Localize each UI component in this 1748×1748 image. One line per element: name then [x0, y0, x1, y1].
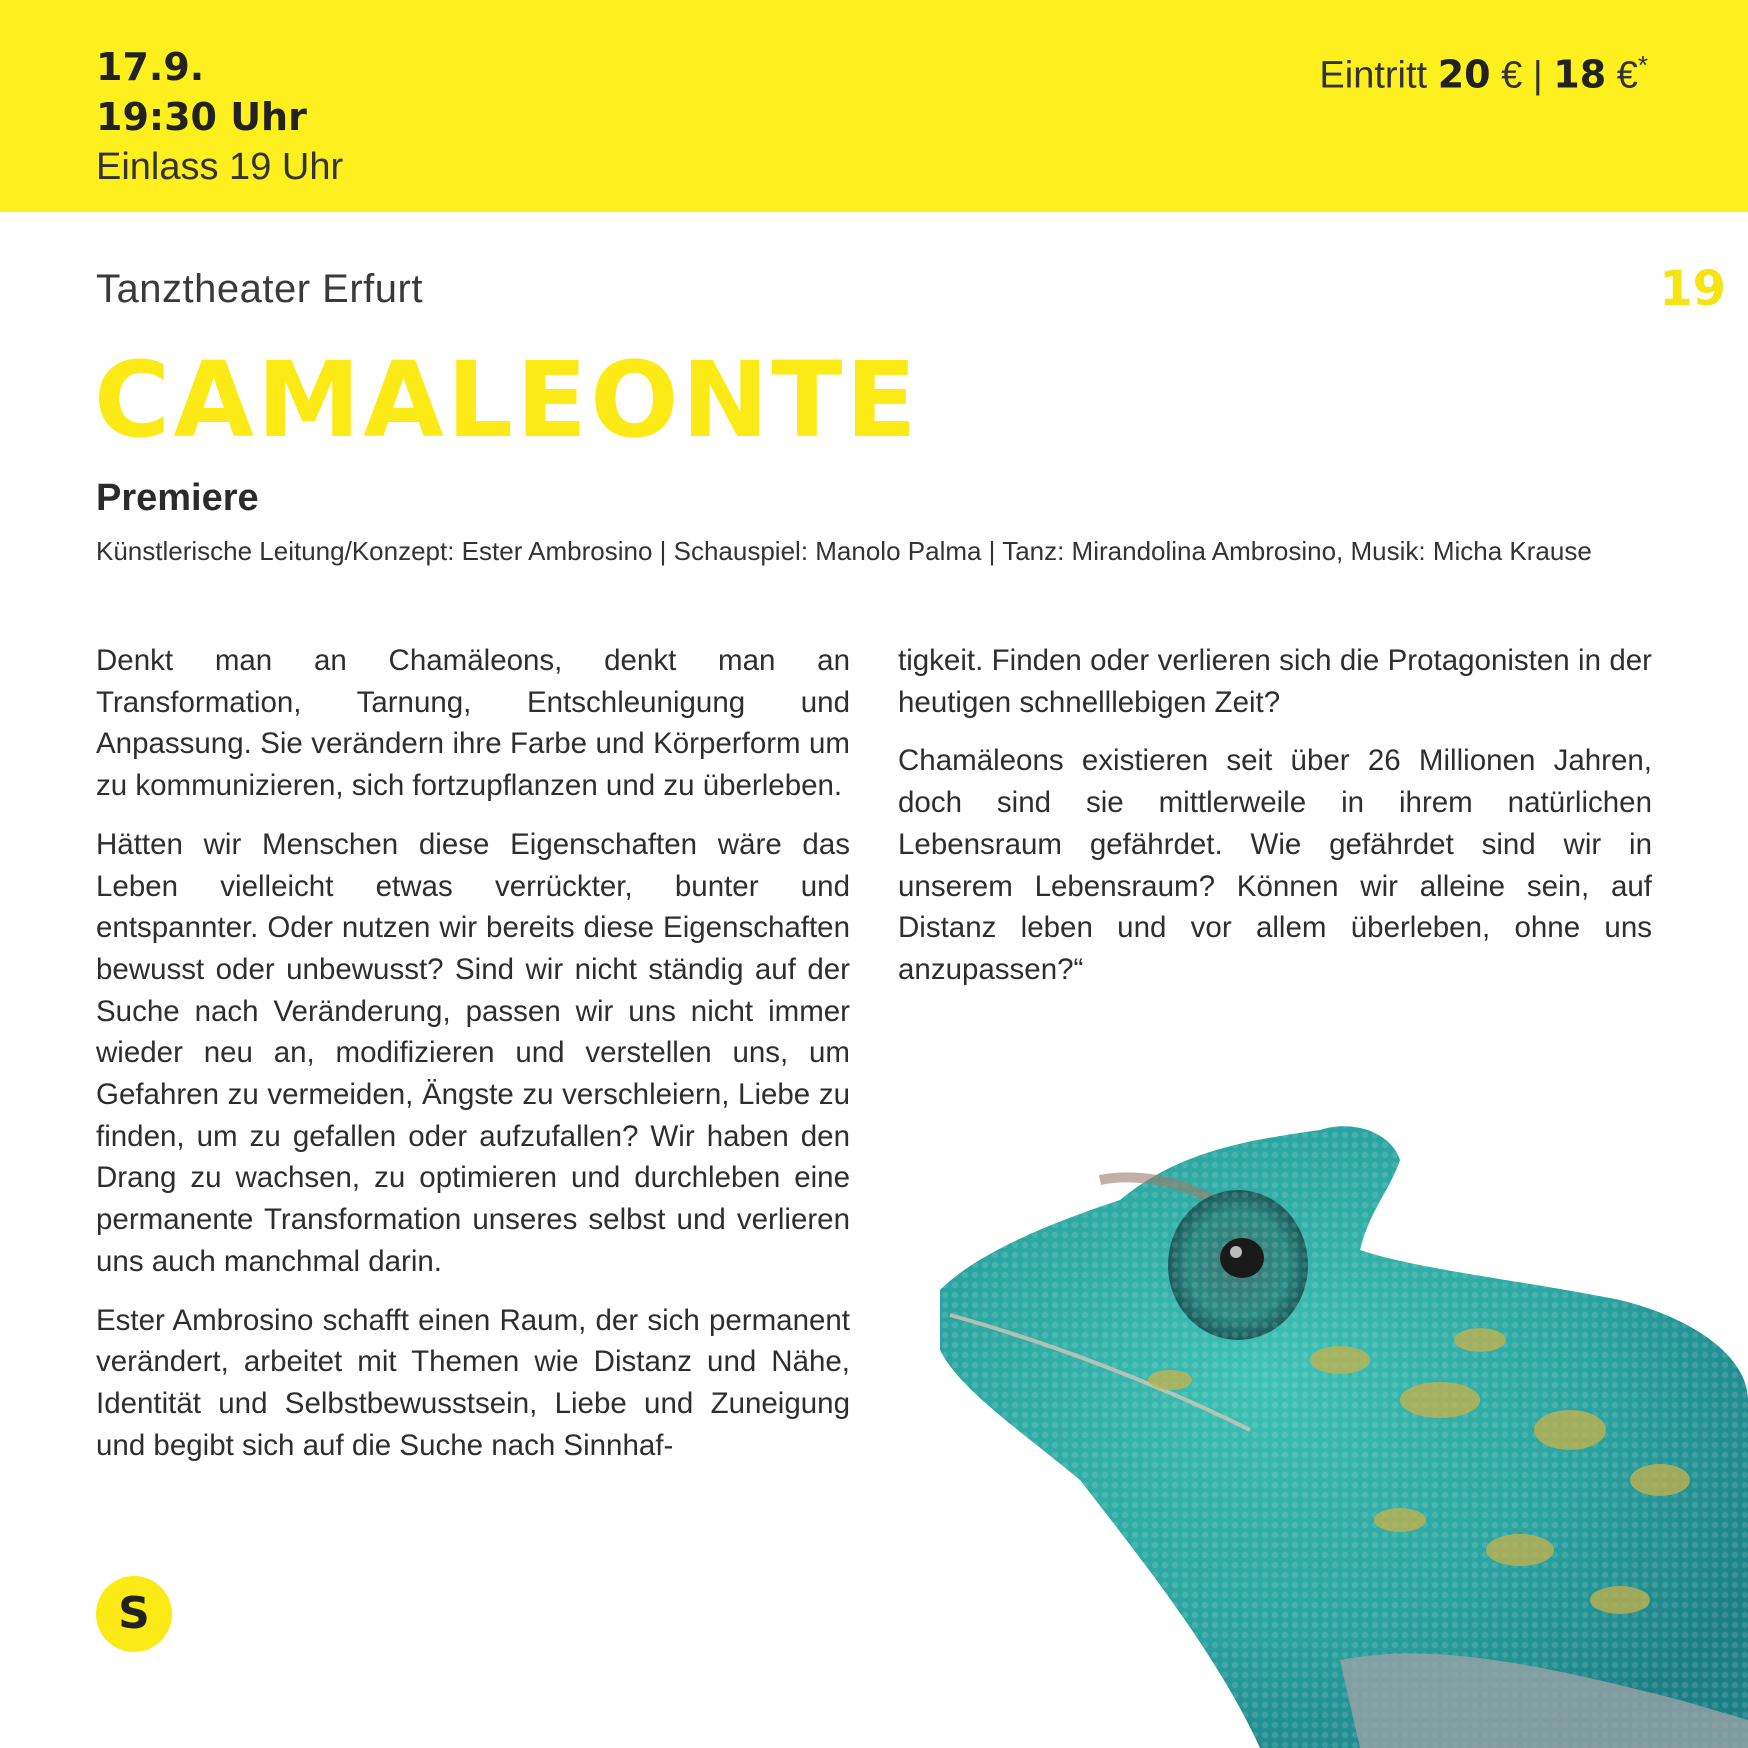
price-full: 20	[1437, 52, 1491, 97]
paragraph: Denkt man an Chamäleons, denkt man an Transformation, Tarnung, Entschleunigung und Anpassung. Sie verändern ihre Farbe und Körperform um zu kommunizieren, sich fortzupflanzen und zu überleben.	[96, 644, 850, 803]
euro-symbol: €	[1616, 54, 1638, 97]
body-column-right	[898, 640, 1652, 1008]
event-date: 17.9.	[96, 45, 205, 89]
header-bar	[0, 0, 1748, 212]
page-number: 19	[1659, 261, 1726, 317]
price-label: Eintritt	[1319, 54, 1428, 97]
price-reduced: 18	[1553, 52, 1607, 97]
body-column-left	[96, 640, 850, 1483]
euro-symbol: €	[1501, 54, 1523, 97]
ticket-price	[1319, 40, 1648, 101]
price-separator: |	[1532, 54, 1543, 97]
credits-line: Künstlerische Leitung/Konzept: Ester Ambrosino | Schauspiel: Manolo Palma | Tanz: Mirandolina Ambrosino, Musik: Micha Krause	[96, 536, 1592, 566]
subtitle: Premiere	[96, 477, 259, 519]
accessibility-badge: S	[96, 1576, 172, 1652]
paragraph: Hätten wir Menschen diese Eigenschaften wäre das Leben vielleicht etwas verrückter, bunter und entspannter. Oder nutzen wir bereits diese Eigenschaften bewusst oder unbewusst? Sind wir nicht ständig auf der Suche nach Veränderung, passen wir uns nicht immer wieder neu an, modifizieren und verstellen uns, um Gefahren zu vermeiden, Ängste zu verschleiern, Liebe zu finden, um zu gefallen oder aufzufallen? Wir haben den Drang zu wachsen, zu optimieren und durchleben eine permanente Transformation unseres selbst und verlieren uns auch manchmal darin.	[96, 827, 850, 1278]
paragraph: tigkeit. Finden oder verlieren sich die Protagonisten in der heutigen schnelllebigen Zeit?	[898, 644, 1652, 719]
chameleon-photo	[920, 1100, 1748, 1748]
paragraph: Ester Ambrosino schafft einen Raum, der sich permanent verändert, arbeitet mit Themen wie Distanz und Nähe, Identität und Selbstbewusstsein, Liebe und Zuneigung und begibt sich auf die Suche nach Sinnhaf-	[96, 1303, 850, 1462]
event-time: 19:30 Uhr	[96, 95, 307, 139]
paragraph: Chamäleons existieren seit über 26 Millionen Jahren, doch sind sie mittlerweile in ihrem natürlichen Lebensraum gefährdet. Wie gefährdet sind wir in unserem Lebensraum? Können wir alleine sein, auf Distanz leben und vor allem überleben, ohne uns anzupassen?“	[898, 744, 1652, 986]
price-asterisk: *	[1637, 50, 1648, 80]
page-title: CAMALEONTE	[94, 339, 920, 461]
admission-time: Einlass 19 Uhr	[96, 146, 344, 188]
company-name: Tanztheater Erfurt	[96, 267, 423, 311]
